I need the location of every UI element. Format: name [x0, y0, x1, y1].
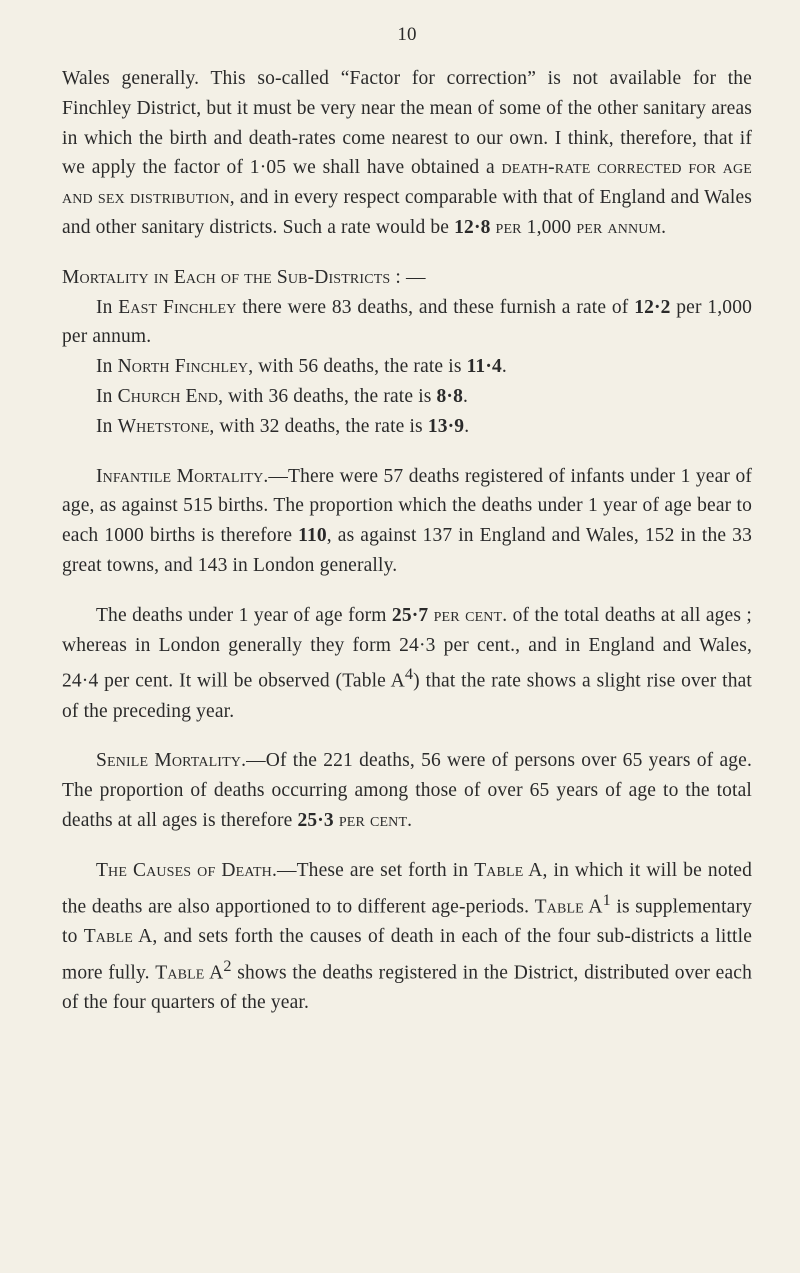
subdistrict-suffix: .: [501, 356, 507, 378]
table-a-label: Table: [474, 859, 524, 881]
subdistrict-rate: 8·8: [436, 385, 463, 407]
subdistrict-prefix: In: [96, 415, 118, 437]
infantile-mortality-paragraph: [62, 462, 752, 581]
senile-value: 25·3: [297, 810, 334, 832]
intro-paragraph: [62, 64, 752, 243]
infantile-text-1: —There were 57 deaths registered of infants under 1 year of age, as against 515 births. The proportion which the deaths under 1 year of age bear to each 1000 births is therefore: [62, 465, 752, 547]
under-one-unit: per cent.: [433, 604, 508, 626]
subdistrict-suffix: .: [463, 385, 469, 407]
subdistrict-name: Whetstone: [117, 415, 210, 437]
senile-mortality-paragraph: [62, 746, 752, 835]
subdistrict-rate: 12·2: [634, 296, 671, 318]
intro-rate-unit: per 1,000 per annum: [495, 216, 662, 238]
subdistrict-item: [62, 412, 752, 442]
subdistricts-section: [62, 263, 752, 442]
subdistrict-text: , with 32 deaths, the rate is: [209, 415, 428, 437]
subdistrict-text: there were 83 deaths, and these furnish a rate of: [236, 296, 635, 318]
subdistricts-heading: [62, 263, 752, 293]
subdistrict-prefix: In: [96, 356, 118, 378]
subdistrict-rate: 13·9: [427, 415, 465, 437]
intro-rate-value: 12·8: [454, 216, 491, 238]
causes-text-1: —These are set forth in: [276, 859, 475, 881]
intro-corrected-rate-phrase: death-rate corrected for age and sex distribution: [62, 157, 752, 209]
subdistrict-rate: 11·4: [466, 356, 502, 378]
table-a2-label: Table: [155, 962, 205, 984]
causes-text-5: shows the deaths registered in the District, distributed over each of the four quarters of the year.: [62, 962, 753, 1014]
subdistrict-prefix: In: [96, 296, 119, 318]
under-one-value: 25·7: [391, 604, 429, 626]
under-one-paragraph: [62, 601, 752, 727]
intro-text-2: , and in every respect comparable with that of England and Wales and other sanitary districts. Such a rate would be: [62, 187, 752, 238]
causes-text-4: A, and sets forth the causes of death in each of the four sub-districts a little more fully.: [62, 925, 752, 984]
subdistrict-item: [62, 352, 752, 382]
table-a1-superscript: 1: [602, 890, 611, 909]
subdistrict-text: , with 56 deaths, the rate is: [248, 356, 467, 378]
intro-end: .: [661, 216, 667, 238]
causes-heading: The Causes of Death.: [96, 859, 277, 881]
senile-unit: per cent: [338, 810, 408, 832]
subdistrict-name: North Finchley: [117, 356, 249, 378]
causes-of-death-paragraph: [62, 856, 752, 1018]
table-a-label-2: Table: [83, 925, 133, 947]
under-one-text-3: ) that the rate shows a slight rise over that of the preceding year.: [62, 670, 752, 722]
subdistrict-item: [62, 382, 752, 412]
senile-end: .: [407, 810, 413, 832]
subdistrict-suffix: .: [464, 415, 470, 437]
subdistrict-name: East Finchley: [118, 296, 237, 318]
subdistrict-suffix: per 1,000 per annum.: [62, 296, 752, 348]
table-a4-superscript: 4: [404, 665, 414, 684]
infantile-heading: Infantile Mortality.: [96, 465, 269, 487]
senile-text-1: —Of the 221 deaths, 56 were of persons over 65 years of age. The proportion of deaths occurring among those of over 65 years of age to the total deaths at all ages is therefore: [62, 750, 752, 832]
senile-heading: Senile Mortality.: [96, 750, 247, 772]
causes-text-2: A, in which it will be noted the deaths are also apportioned to to different age-periods.: [62, 859, 752, 918]
subdistricts-heading-text: Mortality in Each of the Sub-Districts : —: [62, 266, 426, 288]
subdistrict-text: , with 36 deaths, the rate is: [218, 385, 437, 407]
table-a2-letter: A: [204, 962, 224, 984]
page-number: 10: [397, 24, 417, 45]
document-page: [62, 22, 752, 1038]
infantile-value: 110: [298, 525, 327, 547]
subdistrict-item: [62, 293, 752, 353]
under-one-text-1: The deaths under 1 year of age form: [96, 604, 392, 626]
subdistrict-prefix: In: [96, 385, 118, 407]
table-a1-label: Table: [534, 896, 584, 918]
causes-text-3: is supplementary to: [62, 896, 752, 947]
table-a2-superscript: 2: [223, 956, 232, 975]
infantile-text-2: , as against 137 in England and Wales, 152 in the 33 great towns, and 143 in London generally.: [62, 525, 752, 576]
under-one-text-2: of the total deaths at all ages ; whereas in London generally they form 24·3 per cent., and in England and Wales, 24·4 per cent. It will be observed (Table A: [62, 604, 753, 692]
intro-text-1: Wales generally. This so-called “Factor for correction” is not available for the Finchley District, but it must be very near the mean of some of the other sanitary areas in which the birth and death-rates come nearest to our own. I think, therefore, that if we apply the factor of 1·05 we shall have obtained a: [62, 68, 752, 179]
subdistrict-name: Church End: [117, 385, 219, 407]
table-a1-letter: A: [583, 896, 603, 918]
